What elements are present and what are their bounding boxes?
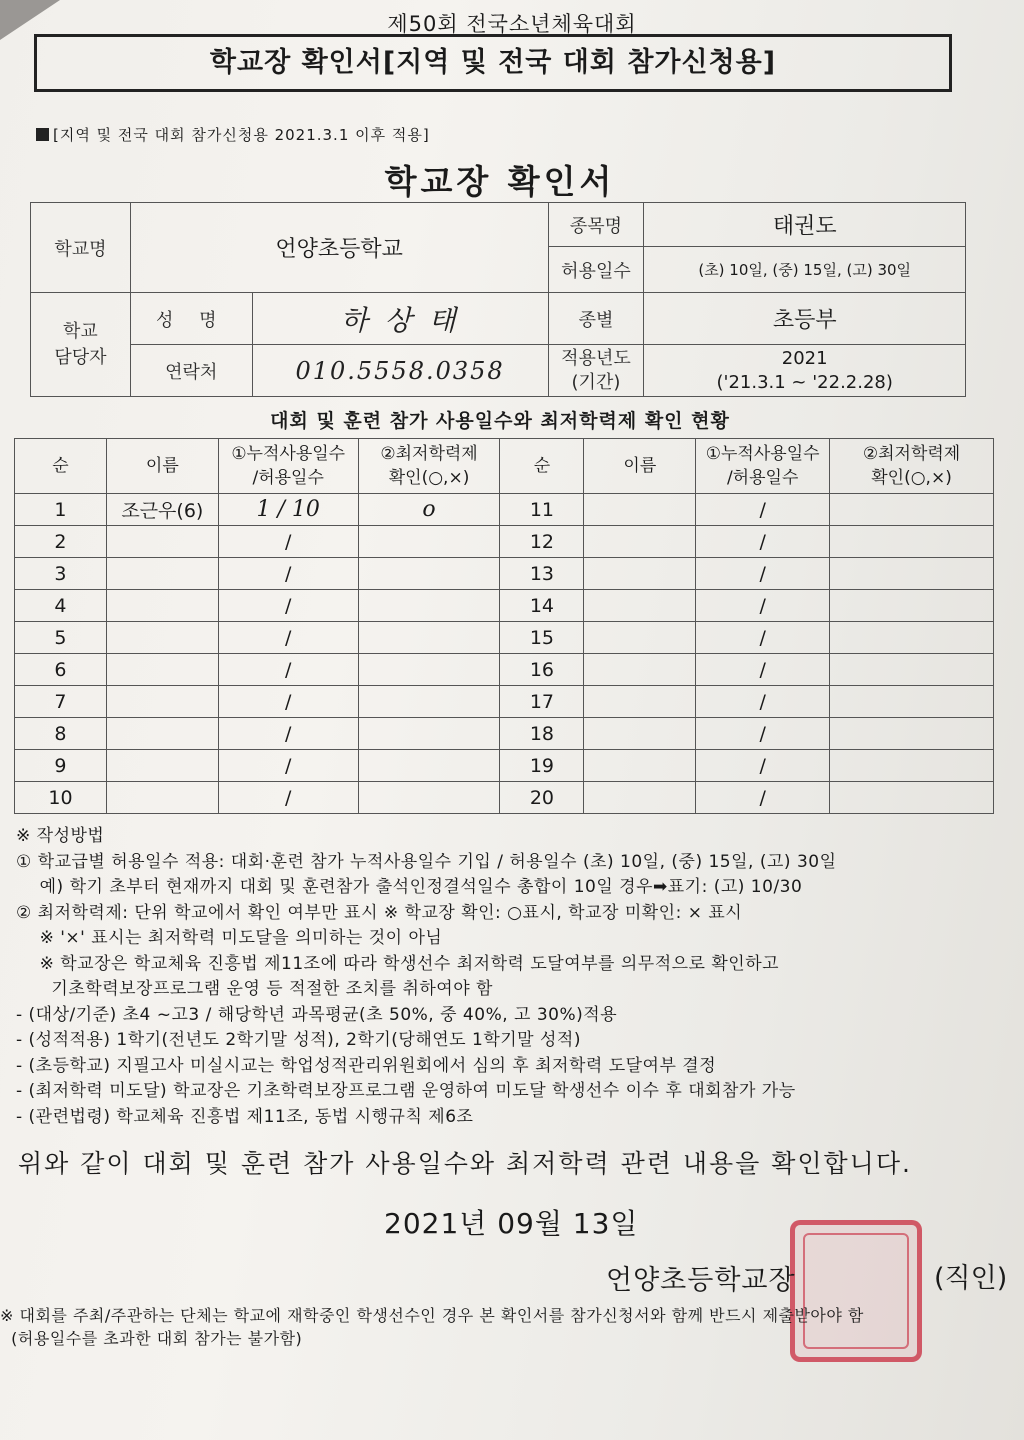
row-days: / [218,526,358,558]
allowed-days-label: 허용일수 [548,247,644,293]
contact-label: 연락처 [130,345,252,397]
instruction-line: 예) 학기 초부터 현재까지 대회 및 훈련참가 출석인정결석일수 총합이 10일 경우➡표기: (고) 10/30 [16,877,803,897]
instruction-line: - (대상/기준) 초4 ~고3 / 해당학년 과목평균(초 50%, 중 40%, 고 30%)적용 [16,1004,618,1025]
row-name [584,590,696,622]
row-academic [830,558,994,590]
row-number: 8 [15,718,107,750]
row-name [584,526,696,558]
row-academic [358,526,500,558]
row-number: 3 [15,558,107,590]
row-name [584,494,696,526]
row-days: / [696,558,830,590]
signer-role: (직인) [934,1263,1008,1294]
row-days: 1 / 10 [218,494,358,526]
row-number: 16 [500,654,584,686]
table-row [15,750,994,782]
row-number: 7 [15,686,107,718]
col-header-academic: ②최저학력제 확인(○,×) [830,439,994,494]
instruction-line: ② 최저학력제: 단위 학교에서 확인 여부만 표시 ※ 학교장 확인: ○표시, 학교장 미확인: × 표시 [16,902,743,923]
apply-year-cell [644,345,966,397]
row-number: 2 [15,526,107,558]
table-row [15,622,994,654]
instruction-line: - (초등학교) 지필고사 미실시교는 학업성적관리위원회에서 심의 후 최저학력 도달여부 결정 [16,1055,717,1076]
instruction-line: 기초학력보장프로그램 운영 등 적절한 조치를 취하여야 함 [16,979,493,999]
row-academic [830,494,994,526]
row-name [106,782,218,814]
col-header-name: 이름 [584,439,696,494]
row-name [584,718,696,750]
row-academic [358,750,500,782]
sport-value: 태권도 [644,203,966,247]
row-name [584,558,696,590]
row-days: / [696,686,830,718]
row-academic [830,590,994,622]
row-name [106,558,218,590]
footer-line: ※ 대회를 주최/주관하는 단체는 학교에 재학중인 학생선수인 경우 본 확인서를 참가신청서와 함께 반드시 제출받아야 함 [0,1306,864,1325]
main-title: 학교장 확인서 [384,162,616,201]
table-row [15,558,994,590]
row-name [584,750,696,782]
row-days: / [218,590,358,622]
row-number: 18 [500,718,584,750]
row-number: 11 [500,494,584,526]
table-row [15,718,994,750]
row-number: 14 [500,590,584,622]
row-academic [358,782,500,814]
row-academic [830,526,994,558]
writing-instructions [16,824,1006,1130]
row-academic [358,654,500,686]
row-days: / [218,686,358,718]
row-days: / [218,622,358,654]
row-number: 17 [500,686,584,718]
row-number: 9 [15,750,107,782]
row-days: / [696,622,830,654]
col-header-academic: ②최저학력제 확인(○,×) [358,439,500,494]
col-header-no: 순 [15,439,107,494]
manager-name-label: 성 명 [130,293,252,345]
row-number: 1 [15,494,107,526]
row-days: / [696,782,830,814]
row-number: 13 [500,558,584,590]
row-number: 15 [500,622,584,654]
table-row [15,590,994,622]
signing-date: 2021년 09월 13일 [384,1207,639,1240]
apply-period-value: ('21.3.1 ~ '22.2.28) [716,371,893,393]
col-header-days: ①누적사용일수 /허용일수 [218,439,358,494]
row-name [106,686,218,718]
school-info-table [30,202,966,397]
row-name [584,686,696,718]
row-days: / [696,718,830,750]
row-academic [830,782,994,814]
division-value: 초등부 [644,293,966,345]
row-number: 10 [15,782,107,814]
row-academic [358,718,500,750]
instruction-line: ① 학교급별 허용일수 적용: 대회·훈련 참가 누적사용일수 기입 / 허용일수 (초) 10일, (중) 15일, (고) 30일 [16,851,837,872]
row-days: / [218,558,358,590]
row-academic [830,718,994,750]
table-row [15,654,994,686]
manager-label: 학교 담당자 [31,293,131,397]
col-header-no: 순 [500,439,584,494]
row-academic [358,590,500,622]
signer-name: 언양초등학교장 [606,1265,796,1296]
row-academic [830,750,994,782]
row-days: / [218,750,358,782]
col-header-days: ①누적사용일수 /허용일수 [696,439,830,494]
row-days: / [218,782,358,814]
manager-name-value: 하 상 태 [252,293,548,345]
table-row [15,782,994,814]
document-title-box: 학교장 확인서[지역 및 전국 대회 참가신청용] [34,34,952,92]
allowed-days-value: (초) 10일, (중) 15일, (고) 30일 [644,247,966,293]
row-academic [358,686,500,718]
row-name [584,622,696,654]
row-number: 20 [500,782,584,814]
row-name [106,590,218,622]
row-academic: o [358,494,500,526]
row-name [584,654,696,686]
row-days: / [218,654,358,686]
footer-note [0,1304,1024,1350]
school-name-label: 학교명 [31,203,131,293]
row-number: 19 [500,750,584,782]
confirmation-statement: 위와 같이 대회 및 훈련 참가 사용일수와 최저학력 관련 내용을 확인합니다. [18,1149,912,1178]
table-row [15,526,994,558]
row-name [106,526,218,558]
row-name [106,718,218,750]
instruction-line: - (최저학력 미도달) 학교장은 기초학력보장프로그램 운영하여 미도달 학생선수 이수 후 대회참가 가능 [16,1081,796,1101]
row-number: 4 [15,590,107,622]
row-number: 5 [15,622,107,654]
row-name [584,782,696,814]
contact-value: 010.5558.0358 [252,345,548,397]
instruction-line: ※ '×' 표시는 최저학력 미도달을 의미하는 것이 아님 [16,928,443,948]
row-academic [830,622,994,654]
row-days: / [696,526,830,558]
col-header-name: 이름 [106,439,218,494]
apply-year-value: 2021 [781,347,828,369]
row-number: 6 [15,654,107,686]
form-subnote [36,124,430,145]
row-academic [830,686,994,718]
row-name [106,654,218,686]
footer-line: (허용일수를 초과한 대회 참가는 불가함) [0,1329,303,1348]
school-name-value: 언양초등학교 [130,203,548,293]
instruction-line: ※ 작성방법 [16,826,105,846]
row-days: / [218,718,358,750]
row-days: / [696,654,830,686]
row-days: / [696,750,830,782]
row-days: / [696,590,830,622]
subnote-text: [지역 및 전국 대회 참가신청용 2021.3.1 이후 적용] [53,126,430,144]
table-row [15,686,994,718]
table-row [15,494,994,526]
row-academic [358,558,500,590]
square-bullet-icon [36,128,49,141]
row-academic [830,654,994,686]
row-days: / [696,494,830,526]
instruction-line: - (관련법령) 학교체육 진흥법 제11조, 동법 시행규칙 제6조 [16,1106,474,1127]
apply-year-label: 적용년도 (기간) [548,345,644,397]
instruction-line: - (성적적용) 1학기(전년도 2학기말 성적), 2학기(당해연도 1학기말 성적) [16,1030,581,1050]
row-name [106,750,218,782]
row-academic [358,622,500,654]
event-title: 제50회 전국소년체육대회 [387,12,637,36]
section-title: 대회 및 훈련 참가 사용일수와 최저학력제 확인 현황 [270,410,730,432]
instruction-line: ※ 학교장은 학교체육 진흥법 제11조에 따라 학생선수 최저학력 도달여부를 의무적으로 확인하고 [16,953,780,974]
sport-label: 종목명 [548,203,644,247]
row-name: 조근우(6) [106,494,218,526]
roster-table [14,438,994,814]
row-name [106,622,218,654]
division-label: 종별 [548,293,644,345]
row-number: 12 [500,526,584,558]
